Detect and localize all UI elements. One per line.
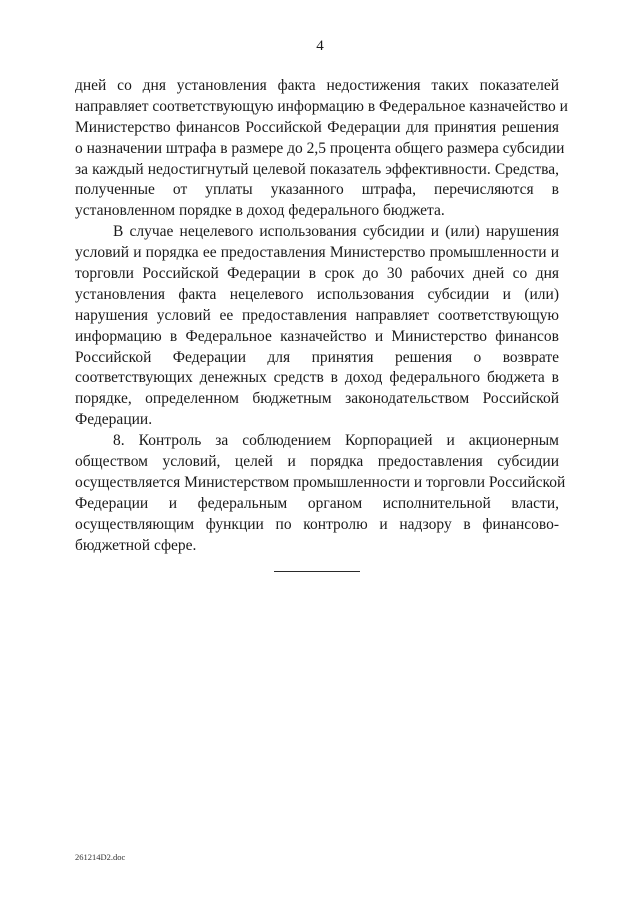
page-number: 4 [316,38,324,54]
text-line: 8. Контроль за соблюдением Корпорацией и акционерным [113,432,559,450]
text-line: бюджетной сфере. [75,536,197,554]
paragraph-control [75,431,566,556]
text-line: полученные от уплаты указанного штрафа, перечисляются в [75,181,559,199]
text-line: о назначении штрафа в размере до 2,5 процента общего размера субсидии [75,139,565,157]
text-line: за каждый недостигнутый целевой показатель эффективности. Средства, [75,160,559,178]
text-line: соответствующих денежных средств в доход федерального бюджета в [75,369,559,387]
text-line: Федерации. [75,411,153,429]
text-line: информацию в Федеральное казначейство и Министерство финансов [75,327,559,345]
text-line: условий и порядка ее предоставления Министерство промышленности и [75,244,559,262]
text-line: Российской Федерации для принятия решения о возврате [75,348,559,366]
text-line: порядке, определенном бюджетным законодательством Российской [75,390,559,408]
text-line: В случае нецелевого использования субсидии и (или) нарушения [113,223,559,241]
text-line: установления факта нецелевого использования субсидии и (или) [75,285,559,303]
paragraph-misuse [75,222,559,431]
text-line: торговли Российской Федерации в срок до 30 рабочих дней со дня [75,265,559,283]
document-body [75,76,568,556]
text-line: обществом условий, целей и порядка предоставления субсидии [75,453,559,471]
text-line: осуществляется Министерством промышленности и торговли Российской [75,473,566,491]
text-line: осуществляющим функции по контролю и надзору в финансово- [75,515,559,533]
text-line: Министерство финансов Российской Федерации для принятия решения [75,118,559,136]
text-line: дней со дня установления факта недостижения таких показателей [75,77,559,94]
paragraph-penalty [75,76,568,222]
text-line: нарушения условий ее предоставления направляет соответствующую [75,306,559,324]
text-line: направляет соответствующую информацию в Федеральное казначейство и [75,97,568,115]
text-line: Федерации и федеральным органом исполнительной власти, [75,494,559,512]
text-line: установленном порядке в доход федерального бюджета. [75,202,445,220]
footer-file-code: 261214D2.doc [75,852,126,862]
end-divider [274,571,360,572]
